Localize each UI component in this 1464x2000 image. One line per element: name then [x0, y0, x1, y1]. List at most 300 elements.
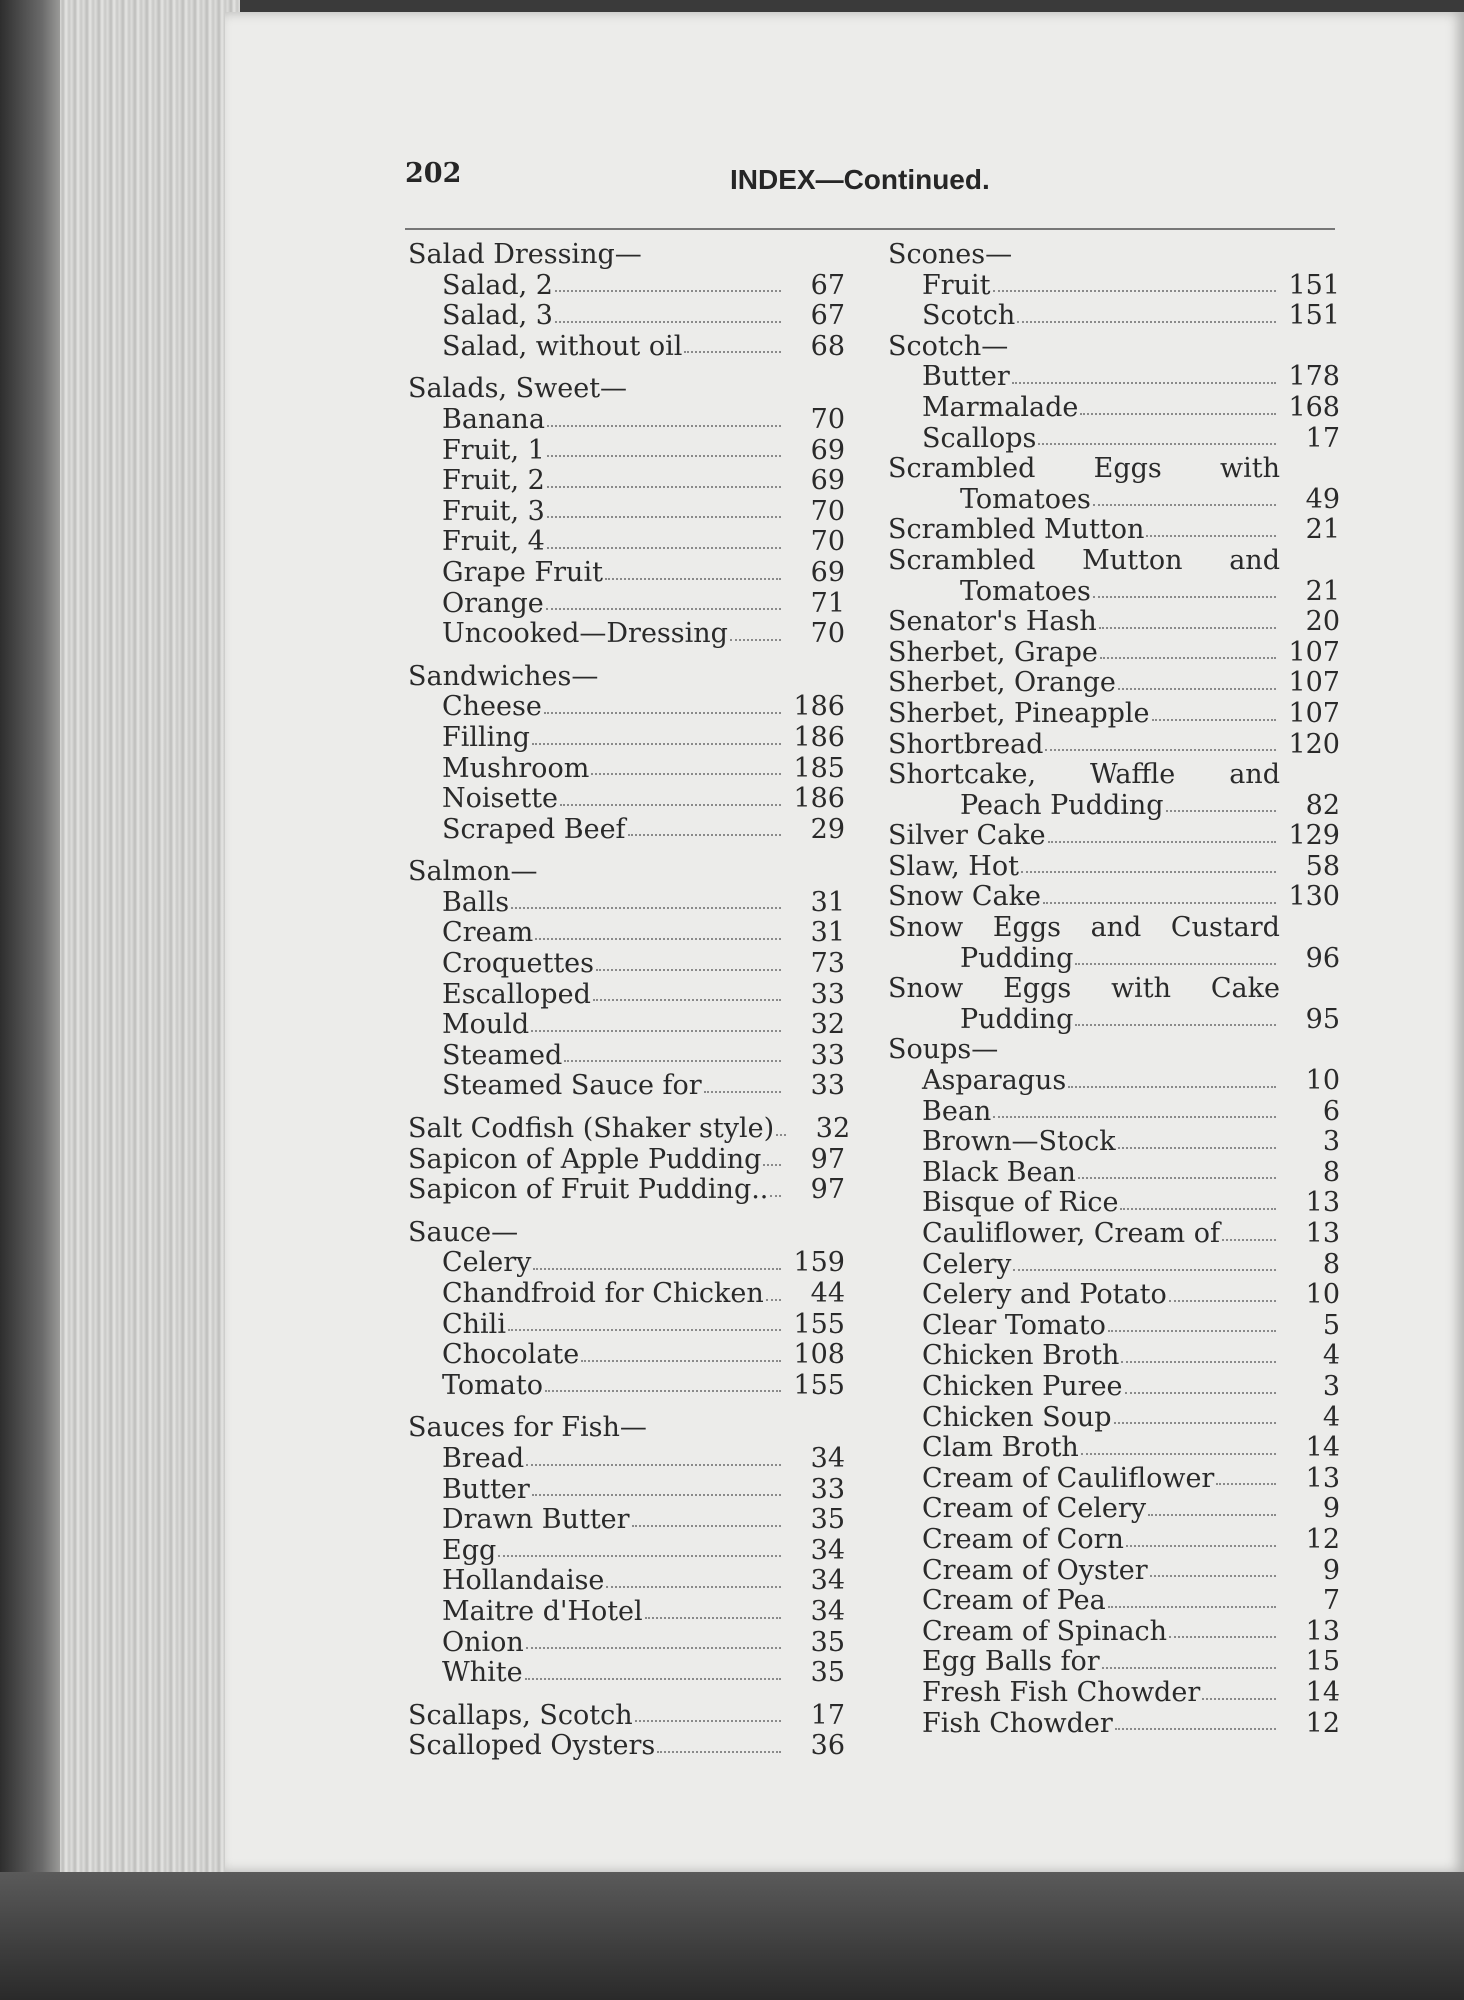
index-entry — [880, 1188, 1340, 1219]
leader-dots — [1038, 443, 1276, 445]
leader-dots — [657, 1751, 781, 1753]
entry-page-number: 14 — [1305, 1676, 1340, 1708]
leader-dots — [547, 516, 781, 518]
index-entry — [400, 784, 845, 815]
entry-page-number: 108 — [793, 1339, 845, 1371]
entry-page-number: 5 — [1322, 1309, 1340, 1341]
index-heading: Salmon— — [408, 856, 538, 888]
leader-dots — [1216, 1483, 1276, 1485]
entry-text: Sherbet, Grape — [888, 636, 1098, 668]
entry-page-number: 185 — [793, 752, 845, 784]
leader-dots — [547, 547, 781, 549]
index-entry — [880, 699, 1340, 730]
index-heading: Sauce— — [408, 1216, 519, 1248]
index-entry — [400, 1371, 845, 1402]
index-entry — [400, 1310, 845, 1341]
index-entry — [400, 1145, 845, 1176]
entry-text: Marmalade — [922, 391, 1079, 423]
entry-text: Fruit, 1 — [442, 434, 545, 466]
entry-page-number: 8 — [1322, 1156, 1340, 1188]
entry-text: Sapicon of Fruit Pudding.. — [408, 1174, 769, 1206]
entry-text: Cream of Pea — [922, 1585, 1106, 1617]
leader-dots — [511, 907, 781, 909]
leader-dots — [1202, 1698, 1276, 1700]
leader-dots — [993, 290, 1276, 292]
index-entry — [880, 1647, 1340, 1678]
entry-text: Fruit — [922, 269, 991, 301]
entry-text: Silver Cake — [888, 820, 1046, 852]
index-entry — [880, 1525, 1340, 1556]
index-entry — [400, 1628, 845, 1659]
index-heading: Soups— — [888, 1034, 999, 1066]
leader-dots — [766, 1299, 781, 1301]
entry-first-line — [880, 546, 1340, 577]
index-entry — [400, 527, 845, 558]
index-entry — [400, 1475, 845, 1506]
index-entry — [880, 1464, 1340, 1495]
index-column-right — [880, 240, 1340, 1739]
entry-page-number: 35 — [810, 1657, 845, 1689]
entry-text: Fresh Fish Chowder — [922, 1676, 1201, 1708]
entry-page-number: 34 — [810, 1565, 845, 1597]
leader-dots — [1108, 1330, 1276, 1332]
entry-text: Fruit, 3 — [442, 495, 545, 527]
page-header — [405, 158, 1335, 198]
entry-text: Celery — [922, 1248, 1012, 1280]
leader-dots — [1078, 1177, 1276, 1179]
entry-first-line — [880, 974, 1340, 1005]
leader-dots — [628, 834, 781, 836]
leader-dots — [1075, 963, 1276, 965]
index-entry — [880, 271, 1340, 302]
entry-text: Chicken Broth — [922, 1340, 1120, 1372]
entry-text: Steamed — [442, 1039, 563, 1071]
entry-page-number: 15 — [1305, 1646, 1340, 1678]
entry-word: Mutton — [1082, 544, 1183, 576]
index-entry — [880, 424, 1340, 455]
leader-dots — [1093, 596, 1276, 598]
index-entry — [880, 1617, 1340, 1648]
entry-page-number: 33 — [810, 1473, 845, 1505]
index-entry — [880, 852, 1340, 883]
leader-dots — [1152, 719, 1277, 721]
entry-text: Scalloped Oysters — [408, 1730, 656, 1762]
entry-text: Sapicon of Apple Pudding — [408, 1143, 762, 1175]
scones-entries — [880, 271, 1340, 332]
leader-dots — [535, 938, 781, 940]
entry-text: Brown—Stock — [922, 1126, 1116, 1158]
leader-dots — [684, 351, 781, 353]
entry-text: Cheese — [442, 691, 542, 723]
leader-dots — [1068, 1086, 1276, 1088]
index-entry — [400, 1444, 845, 1475]
entry-text: Orange — [442, 587, 544, 619]
entry-text: Fruit, 2 — [442, 465, 545, 497]
entry-page-number: 67 — [810, 269, 845, 301]
index-entry — [400, 723, 845, 754]
entry-page-number: 10 — [1305, 1065, 1340, 1097]
entry-second-line — [880, 944, 1340, 975]
leader-dots — [704, 1091, 781, 1093]
entry-page-number: 49 — [1305, 483, 1340, 515]
entry-text: Mushroom — [442, 752, 590, 784]
entry-page-number: 13 — [1305, 1218, 1340, 1249]
entry-text: Uncooked—Dressing — [442, 618, 728, 650]
index-entry — [400, 619, 845, 650]
entry-text: Maitre d'Hotel — [442, 1595, 643, 1627]
entry-text: Egg Balls for — [922, 1646, 1100, 1678]
entry-text: Shortbread — [888, 728, 1044, 760]
entry-text: Cauliflower, Cream of — [922, 1218, 1220, 1249]
entry-page-number: 70 — [810, 526, 845, 558]
entry-word: Snow — [888, 912, 964, 944]
entry-page-number: 70 — [810, 618, 845, 650]
leader-dots — [532, 1494, 781, 1496]
leader-dots — [1045, 749, 1276, 751]
page-number: 202 — [405, 158, 462, 189]
entry-page-number: 178 — [1288, 361, 1340, 393]
entry-page-number: 17 — [1305, 422, 1340, 454]
entry-word: Eggs — [1003, 973, 1072, 1005]
entry-page-number: 107 — [1288, 667, 1340, 699]
leader-dots — [545, 1390, 781, 1392]
leader-dots — [1099, 627, 1276, 629]
entry-text: Clear Tomato — [922, 1309, 1106, 1341]
index-entry — [400, 815, 845, 846]
entry-text: Pudding — [960, 942, 1074, 974]
index-entry — [400, 754, 845, 785]
entry-page-number: 14 — [1305, 1432, 1340, 1464]
entry-text: Clam Broth — [922, 1432, 1079, 1464]
entry-page-number: 12 — [1305, 1707, 1340, 1739]
entry-first-line — [880, 454, 1340, 485]
entry-page-number: 155 — [793, 1308, 845, 1340]
leader-dots — [544, 712, 781, 714]
leader-dots — [1081, 1453, 1276, 1455]
entry-text: Balls — [442, 886, 510, 918]
entry-text: Salad, 3 — [442, 300, 553, 332]
entry-page-number: 168 — [1288, 391, 1340, 423]
soups-entries — [880, 1066, 1340, 1739]
entry-word: with — [1111, 973, 1172, 1005]
entry-word: Waffle — [1089, 759, 1176, 791]
entry-text: Slaw, Hot — [888, 850, 1019, 882]
leader-dots — [525, 1678, 781, 1680]
index-entry — [400, 949, 845, 980]
entry-word: Custard — [1170, 912, 1280, 944]
index-entry-wrapped — [880, 974, 1340, 1035]
entry-page-number: 151 — [1288, 300, 1340, 332]
entry-word: Cake — [1210, 973, 1280, 1005]
entry-page-number: 186 — [793, 783, 845, 815]
entry-text: Noisette — [442, 783, 559, 815]
entry-text: Cream — [442, 917, 534, 949]
leader-dots — [1222, 1239, 1276, 1241]
entry-text: Salad, without oil — [442, 330, 683, 362]
entry-first-line — [880, 913, 1340, 944]
entry-text: Celery and Potato — [922, 1279, 1167, 1311]
entry-word: Eggs — [1093, 453, 1162, 485]
index-entry-wrapped — [880, 913, 1340, 974]
entry-page-number: 7 — [1322, 1585, 1340, 1617]
index-entry — [880, 1066, 1340, 1097]
entry-page-number: 69 — [810, 465, 845, 497]
leader-dots — [533, 1268, 781, 1270]
index-heading: Sauces for Fish— — [408, 1412, 647, 1444]
leader-dots — [1021, 871, 1276, 873]
entry-word: and — [1090, 912, 1142, 944]
book-bottom-edge — [0, 1872, 1464, 2000]
entry-page-number: 159 — [793, 1247, 845, 1279]
entry-text: Chili — [442, 1308, 506, 1340]
index-entry — [880, 607, 1340, 638]
entry-page-number: 35 — [810, 1626, 845, 1658]
index-entry — [880, 301, 1340, 332]
leader-dots — [532, 743, 781, 745]
entry-page-number: 32 — [810, 1009, 845, 1041]
index-heading: Scotch— — [888, 330, 1009, 362]
entry-page-number: 33 — [810, 978, 845, 1010]
entry-page-number: 120 — [1288, 728, 1340, 760]
leader-dots — [635, 1720, 781, 1722]
entry-page-number: 186 — [793, 721, 845, 753]
index-entry — [400, 1248, 845, 1279]
index-entry — [880, 638, 1340, 669]
index-heading: Sandwiches— — [408, 660, 599, 692]
leader-dots — [560, 804, 781, 806]
index-entry — [400, 1566, 845, 1597]
entry-page-number: 67 — [810, 300, 845, 332]
index-entry — [880, 1494, 1340, 1525]
leader-dots — [555, 321, 781, 323]
entry-page-number: 4 — [1322, 1340, 1340, 1372]
leader-dots — [564, 1060, 781, 1062]
leader-dots — [1012, 382, 1276, 384]
entry-page-number: 32 — [815, 1113, 851, 1145]
leader-dots — [1120, 1208, 1276, 1210]
leader-dots — [526, 1464, 781, 1466]
leader-dots — [645, 1617, 781, 1619]
entry-second-line — [880, 577, 1340, 608]
index-entry — [400, 301, 845, 332]
leader-dots — [1100, 657, 1276, 659]
entry-page-number: 70 — [810, 495, 845, 527]
entry-text: Bisque of Rice — [922, 1187, 1119, 1219]
entry-page-number: 73 — [810, 948, 845, 980]
index-entry — [880, 1556, 1340, 1587]
index-entry — [400, 497, 845, 528]
entry-text: Chicken Soup — [922, 1401, 1112, 1433]
index-entry — [400, 466, 845, 497]
entry-text: Snow Cake — [888, 881, 1041, 913]
leader-dots — [1150, 1575, 1276, 1577]
entry-text: Sherbet, Pineapple — [888, 697, 1150, 729]
entry-word: Scrambled — [888, 453, 1036, 485]
leader-dots — [1048, 841, 1276, 843]
entry-word: Eggs — [992, 912, 1061, 944]
leader-dots — [1126, 1545, 1276, 1547]
entry-text: Mould — [442, 1009, 530, 1041]
leader-dots — [1080, 413, 1276, 415]
leader-dots — [1093, 504, 1276, 506]
entry-page-number: 186 — [793, 691, 845, 723]
entry-page-number: 17 — [810, 1699, 845, 1731]
entry-word: with — [1219, 453, 1280, 485]
entry-page-number: 69 — [810, 556, 845, 588]
entry-text: Senator's Hash — [888, 606, 1097, 638]
index-entry — [400, 436, 845, 467]
entry-page-number: 36 — [810, 1730, 845, 1762]
index-entry-wrapped — [880, 454, 1340, 515]
index-entry — [880, 515, 1340, 546]
entry-text: Tomato — [442, 1369, 543, 1401]
leader-dots — [993, 1116, 1276, 1118]
entry-page-number: 155 — [793, 1369, 845, 1401]
entry-text: Scallops — [922, 422, 1037, 454]
index-entry — [400, 589, 845, 620]
leader-dots — [1146, 535, 1276, 537]
entry-text: Chandfroid for Chicken — [442, 1278, 764, 1309]
entry-text: Scotch — [922, 300, 1016, 332]
entry-text: Salad, 2 — [442, 269, 553, 301]
entry-word: Shortcake, — [888, 759, 1037, 791]
leader-dots — [547, 486, 781, 488]
index-entry — [400, 980, 845, 1011]
entry-page-number: 33 — [810, 1070, 845, 1102]
entry-text: Grape Fruit — [442, 556, 603, 588]
entry-text: Cream of Cauliflower — [922, 1462, 1215, 1494]
leader-dots — [1043, 902, 1276, 904]
leader-dots — [531, 1030, 781, 1032]
entry-page-number: 13 — [1305, 1615, 1340, 1647]
entry-page-number: 82 — [1305, 789, 1340, 821]
entry-text: White — [442, 1657, 523, 1689]
index-entry — [880, 393, 1340, 424]
entry-page-number: 107 — [1288, 697, 1340, 729]
leader-dots — [1121, 1361, 1276, 1363]
entry-page-number: 107 — [1288, 636, 1340, 668]
leader-dots — [1166, 810, 1276, 812]
index-entries-standalone — [880, 607, 1340, 760]
leader-dots — [763, 1164, 781, 1166]
entry-page-number: 9 — [1322, 1554, 1340, 1586]
entry-text: Chocolate — [442, 1339, 580, 1371]
entry-text: Butter — [442, 1473, 530, 1505]
entry-text: Salt Codfish (Shaker style) — [408, 1113, 775, 1145]
entry-page-number: 130 — [1288, 881, 1340, 913]
entry-text: Tomatoes — [960, 483, 1091, 515]
entry-word: Snow — [888, 973, 964, 1005]
entry-word: and — [1229, 544, 1280, 576]
entry-text: Chicken Puree — [922, 1370, 1123, 1402]
entry-text: Onion — [442, 1626, 524, 1658]
entry-page-number: 12 — [1305, 1523, 1340, 1555]
index-entry — [880, 821, 1340, 852]
leader-dots — [1102, 1667, 1276, 1669]
leader-dots — [546, 608, 781, 610]
entry-text: Cream of Oyster — [922, 1554, 1148, 1586]
leader-dots — [547, 425, 781, 427]
index-entry — [400, 1113, 851, 1145]
entry-text: Scraped Beef — [442, 813, 626, 845]
entry-text: Escalloped — [442, 978, 591, 1010]
entry-page-number: 129 — [1288, 820, 1340, 852]
index-column-left — [400, 239, 851, 1762]
entry-page-number: 58 — [1305, 850, 1340, 882]
index-entry — [400, 1701, 845, 1732]
entry-text: Pudding — [960, 1003, 1074, 1035]
leader-dots — [632, 1525, 781, 1527]
leader-dots — [1075, 1024, 1276, 1026]
entry-text: Drawn Butter — [442, 1504, 630, 1536]
entry-text: Hollandaise — [442, 1565, 605, 1597]
entry-text: Bread — [442, 1442, 525, 1474]
leader-dots — [591, 773, 781, 775]
entry-text: Croquettes — [442, 948, 595, 980]
leader-dots — [498, 1555, 781, 1557]
entry-text: Cream of Corn — [922, 1523, 1124, 1555]
entry-text: Egg — [442, 1534, 497, 1566]
entry-text: Fruit, 4 — [442, 526, 545, 558]
index-entry-wrapped — [880, 546, 1340, 607]
index-entry — [400, 1010, 845, 1041]
index-entry — [400, 1658, 845, 1689]
entry-page-number: 34 — [810, 1534, 845, 1566]
entry-page-number: 3 — [1322, 1370, 1340, 1402]
leader-dots — [770, 1195, 781, 1197]
index-entry — [400, 1279, 845, 1310]
entry-page-number: 21 — [1305, 575, 1340, 607]
entry-page-number: 21 — [1305, 514, 1340, 546]
index-entry — [880, 1311, 1340, 1342]
index-entry — [880, 1158, 1340, 1189]
entry-page-number: 13 — [1305, 1187, 1340, 1219]
leader-dots — [547, 455, 781, 457]
index-heading: Scones— — [888, 239, 1013, 270]
index-heading: Salad Dressing— — [408, 239, 642, 270]
leader-dots — [776, 1134, 786, 1136]
index-entry — [400, 1175, 845, 1206]
entry-page-number: 29 — [810, 813, 845, 845]
leader-dots — [526, 1647, 781, 1649]
leader-dots — [1169, 1300, 1276, 1302]
entry-text: Sherbet, Orange — [888, 667, 1116, 699]
entry-word: and — [1229, 759, 1280, 791]
index-entry — [400, 1041, 845, 1072]
index-entry — [400, 918, 845, 949]
index-entry — [400, 1071, 845, 1102]
leader-dots — [1017, 321, 1276, 323]
index-entry — [880, 1219, 1340, 1250]
index-entry — [400, 1731, 845, 1762]
leader-dots — [555, 290, 781, 292]
leader-dots — [1125, 1392, 1276, 1394]
scotch-entries — [880, 362, 1340, 454]
entry-page-number: 95 — [1305, 1003, 1340, 1035]
entry-page-number: 6 — [1322, 1095, 1340, 1127]
index-entry — [400, 271, 845, 302]
leader-dots — [508, 1329, 781, 1331]
index-entry — [880, 668, 1340, 699]
book-spine — [0, 0, 60, 2000]
entry-page-number: 13 — [1305, 1462, 1340, 1494]
entry-first-line — [880, 760, 1340, 791]
index-entry — [400, 692, 845, 723]
leader-dots — [730, 639, 781, 641]
entry-text: Fish Chowder — [922, 1707, 1113, 1739]
entry-page-number: 44 — [810, 1278, 845, 1309]
index-entries-standalone — [880, 821, 1340, 913]
